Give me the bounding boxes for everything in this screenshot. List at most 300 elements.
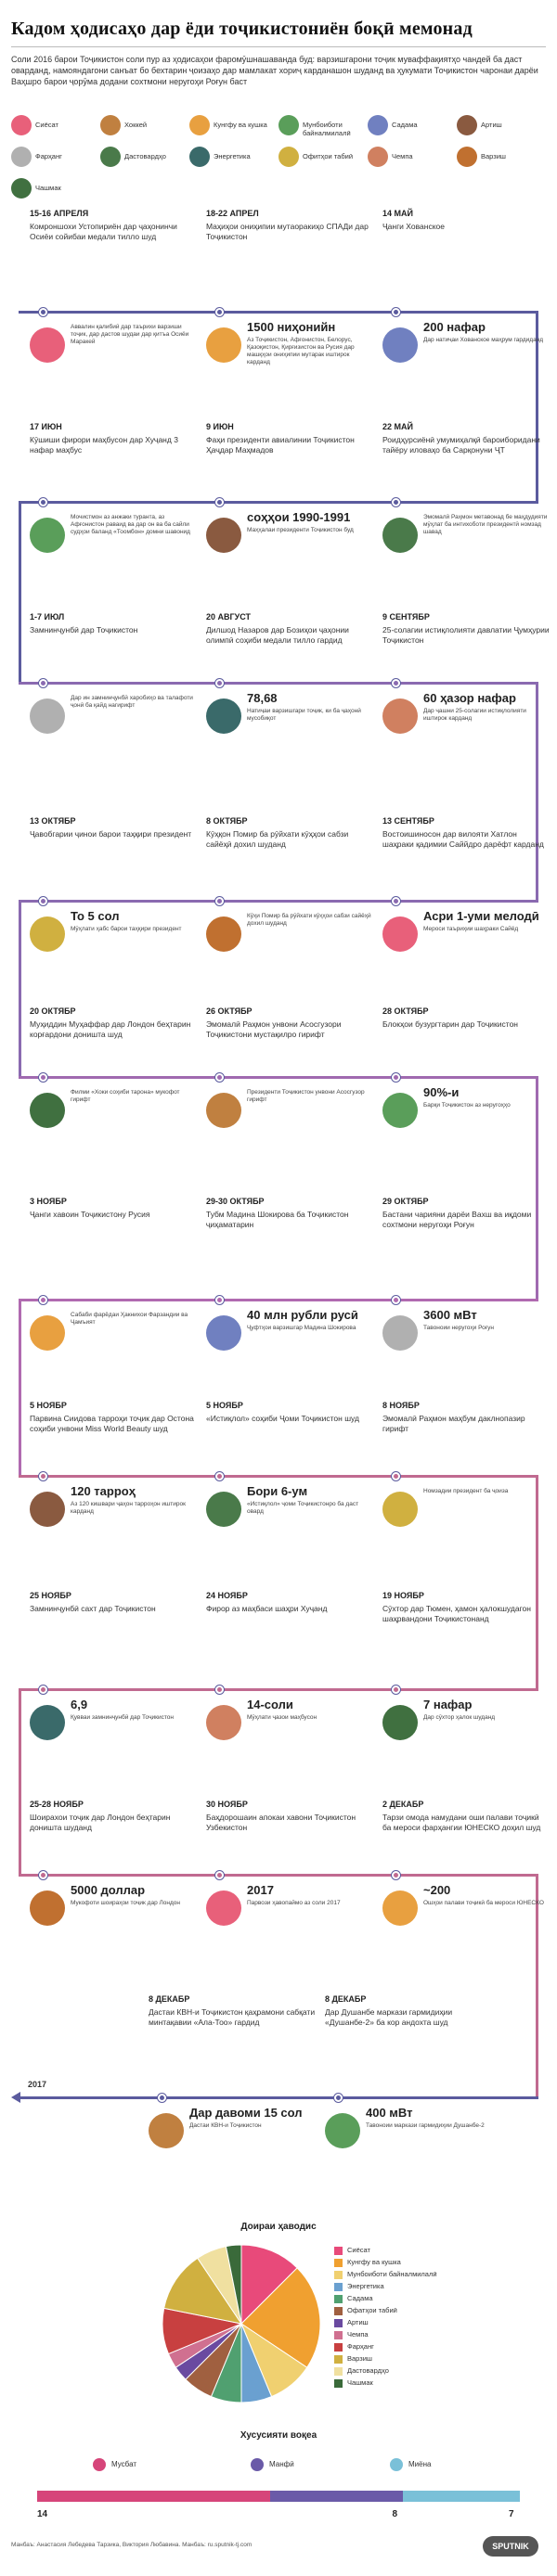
ball-icon: [30, 1890, 65, 1926]
timeline-event: [382, 1800, 550, 1833]
timeline-segment: [19, 311, 538, 314]
event-text: Тарзи омода намудани оши палави тоҷикӣ ба мероси фарҳангии ЮНЕСКО доҳил шуд: [382, 1813, 541, 1832]
timeline-event: [382, 1591, 550, 1624]
pie-legend-item: [334, 2269, 437, 2279]
event-text: Роидҳурсиёнӣ умумиҳалқӣ бароиборидани тайёру иловаҳо ба Сарқонуни ҶТ: [382, 435, 540, 455]
card-highlight: ~200: [423, 1883, 451, 1897]
pie-legend-item: [334, 2353, 372, 2364]
card-highlight: 14-соли: [247, 1698, 293, 1711]
event-card: [382, 1698, 550, 1762]
person-icon: [30, 1492, 65, 1527]
card-description: Парвози ҳавопаймо аз соли 2017: [247, 1900, 341, 1906]
timeline-event: [30, 209, 197, 242]
event-card: [206, 510, 373, 575]
timeline-segment: [19, 1475, 538, 1478]
stat-legend-item: [390, 2458, 431, 2471]
timeline-event: [30, 422, 197, 455]
fist-icon: [206, 327, 241, 363]
event-card: [30, 1883, 197, 1948]
event-text: Кӯшиши фирори маҳбусон дар Хуҷанд 3 нафар маҳбус: [30, 435, 178, 455]
event-date: 20 ОКТЯБР: [30, 1006, 76, 1016]
timeline-event: [30, 1401, 197, 1434]
pie-legend-label: Варзиш: [347, 2354, 372, 2363]
card-highlight: To 5 сол: [71, 909, 120, 923]
sputnik-logo: SPUTNIK: [483, 2536, 538, 2557]
timeline-event: [206, 1800, 373, 1833]
event-date: 30 НОЯБР: [206, 1800, 248, 1809]
pie-legend-label: Артиш: [347, 2318, 369, 2326]
card-description: Аз 120 кишвари ҷаҳон тарроҳон иштирок карданд: [71, 1501, 186, 1515]
pie-legend-label: Чемпа: [347, 2330, 369, 2339]
pie-legend-item: [334, 2293, 373, 2303]
timeline-dot: [392, 1472, 400, 1480]
timeline-segment: [19, 501, 538, 504]
timeline-dot: [392, 498, 400, 506]
event-text: Тубм Мадина Шокирова ба Тоҷикистон ҷиҳаматарин: [206, 1210, 349, 1229]
map-icon: [382, 1093, 418, 1128]
event-date: 9 СЕНТЯБР: [382, 612, 430, 622]
timeline-dot: [215, 1685, 224, 1694]
card-description: Тавоноии неругоҳи Роғун: [423, 1325, 494, 1331]
timeline-dot: [392, 1685, 400, 1694]
legend-swatch: [334, 2379, 343, 2388]
mask-icon: [30, 698, 65, 734]
event-date: 18-22 АПРЕЛ: [206, 209, 259, 218]
timeline-dot: [39, 498, 47, 506]
event-date: 29 ОКТЯБР: [382, 1197, 429, 1206]
timeline-segment: [19, 1299, 538, 1301]
legend-item-label: Фарҳанг: [35, 152, 62, 160]
timeline-dot: [392, 897, 400, 905]
card-highlight: 78,68: [247, 691, 278, 705]
timeline-event: [382, 816, 550, 850]
legend-item-label: Офитҳои табиӣ: [303, 152, 354, 160]
card-highlight: 2017: [247, 1883, 274, 1897]
pie-chart-title: Доираи ҳаводис: [240, 2222, 317, 2232]
card-description: Барқи Тоҷикистон аз неругоҳҳо: [423, 1102, 511, 1109]
timeline-event: [206, 1006, 373, 1040]
legend-swatch: [334, 2295, 343, 2303]
card-highlight: 400 мВт: [366, 2106, 413, 2120]
event-card: [382, 1308, 550, 1373]
event-date: 5 НОЯБР: [206, 1401, 243, 1410]
page-title: Кадом ҳодисаҳо дар ёди тоҷикистониён боқӣ мемонад: [11, 19, 473, 39]
timeline-event: [206, 1197, 373, 1230]
timeline-event: [30, 1800, 197, 1833]
event-date: 28 ОКТЯБР: [382, 1006, 429, 1016]
timeline-event: [206, 422, 373, 455]
stat-bar-segment: [37, 2491, 270, 2502]
event-card: [30, 1308, 197, 1373]
pie-legend-item: [334, 2305, 397, 2315]
event-card: [206, 1883, 373, 1948]
event-date: 25 НОЯБР: [30, 1591, 71, 1600]
card-description: Мӯҳлати ҷазои маҳбусон: [247, 1714, 317, 1721]
stat-bar-segment: [270, 2491, 403, 2502]
person-icon: [206, 518, 241, 553]
timeline-segment: [19, 1874, 538, 1877]
pie-legend-label: Кунгфу ва кушка: [347, 2258, 401, 2266]
timeline-connector: [19, 900, 21, 1079]
tower-icon: [206, 698, 241, 734]
event-date: 8 НОЯБР: [382, 1401, 420, 1410]
event-date: 24 НОЯБР: [206, 1591, 248, 1600]
timeline-segment: [19, 682, 538, 685]
stat-value: 14: [37, 2509, 48, 2519]
pie-legend-label: Энергетика: [347, 2282, 384, 2290]
event-date: 8 ДЕКАБР: [325, 1994, 367, 2004]
timeline-dot: [158, 2094, 166, 2102]
timeline-dot: [215, 679, 224, 687]
pie-legend-item: [334, 2281, 384, 2291]
event-card: [206, 1085, 373, 1150]
card-highlight: Бори 6-ум: [247, 1484, 308, 1498]
timeline-event: [325, 1994, 492, 2028]
card-description: Президенти Тоҷикистон унвони Асосгузор гирифт: [247, 1089, 365, 1103]
crash-icon: [382, 327, 418, 363]
timeline-event: [206, 1591, 373, 1614]
timeline-segment: [19, 900, 538, 903]
event-text: Парвина Сиидова тарроҳи тоҷик дар Остона соҳиби унвони Miss World Beauty шуд: [30, 1414, 194, 1433]
event-card: [382, 909, 550, 974]
event-date: 2 ДЕКАБР: [382, 1800, 424, 1809]
pie-legend-item: [334, 2329, 369, 2339]
pie-legend-item: [334, 2257, 401, 2267]
event-date: 17 ИЮН: [30, 422, 62, 431]
intro-paragraph: Соли 2016 барои Тоҷикистон соли пур аз ҳодисаҳои фаромӯшнашаванда буд: варзишгарони тоҷик муваффақиятҳо чандей ба даст оварданд, намояндагони санъат бо бехтарин ҷоизаҳо дар мамлакат хориҷ карданашон шуданд ва ҳукумати Тоҷикистон чаронаи дарёи Ваҳшро барои ҷорӯма додани сохтмони неругоҳи Роғун баст: [11, 55, 538, 86]
pie-legend-item: [334, 2245, 370, 2255]
event-card: [325, 2106, 492, 2171]
card-description: Қувваи замнинҷунбӣ дар Тоҷикистон: [71, 1714, 174, 1721]
card-description: Ҷуфтҳои варзишгар Мадина Шокирова: [247, 1325, 356, 1331]
pie-chart: [158, 2240, 325, 2407]
card-highlight: соҳҳои 1990-1991: [247, 510, 351, 524]
timeline-dot: [39, 679, 47, 687]
event-card: [30, 1484, 197, 1549]
timeline-event: [30, 1197, 197, 1220]
card-description: Натиҷаи варзишгари тоҷик, ки ба ҷаҳонӣ мусобиқот: [247, 708, 361, 722]
timeline-dot: [392, 308, 400, 316]
flag-icon: [30, 1093, 65, 1128]
timeline-connector: [19, 501, 21, 685]
legend-swatch: [334, 2259, 343, 2267]
event-date: 9 ИЮН: [206, 422, 234, 431]
event-card: [382, 320, 550, 385]
event-text: Эмомалӣ Раҳмон маҳбум даклнопазир гирифт: [382, 1414, 525, 1433]
event-card: [30, 510, 197, 575]
timeline-dot: [392, 1296, 400, 1304]
hockey-icon: [206, 1093, 241, 1128]
event-text: Блокҳои бузургтарин дар Тоҷикистон: [382, 1019, 518, 1029]
timeline-dot: [334, 2094, 343, 2102]
timeline-dot: [215, 1472, 224, 1480]
event-text: Сӯхтор дар Тюмен, ҳамон ҳалокшудагон шаҳрвандони Тоҷикистонанд: [382, 1604, 531, 1623]
card-highlight: Асри 1-уми мелодӣ: [423, 909, 539, 923]
event-date: 19 НОЯБР: [382, 1591, 424, 1600]
event-text: Дар Душанбе маркази гармидиҳии «Душанбе-2» ба кор андохта шуд: [325, 2007, 453, 2027]
event-text: Востоишиносон дар вилояти Хатлон шаҳраки қадимии Саййдро дарёфт карданд: [382, 829, 544, 849]
event-date: 13 ОКТЯБР: [30, 816, 76, 826]
pie-legend-item: [334, 2377, 373, 2388]
event-date: 26 ОКТЯБР: [206, 1006, 253, 1016]
card-highlight: 5000 доллар: [71, 1883, 146, 1897]
stat-label: Мусбат: [111, 2460, 136, 2469]
pie-legend-label: Фарҳанг: [347, 2342, 374, 2351]
event-text: Баҳдорошаин апокаи хавони Тоҷикистон Узбекистон: [206, 1813, 356, 1832]
podium-icon: [382, 916, 418, 952]
credit-text: Манбаъ: Анастасия Лебедева Тарзика, Виктория Любавина. Манбаъ: ru.sputnik-tj.com: [11, 2542, 253, 2548]
event-text: Замнинҷунбӣ дар Тоҷикистон: [30, 625, 138, 634]
timeline-dot: [392, 1871, 400, 1879]
card-highlight: 90%-и: [423, 1085, 460, 1099]
event-text: Комроншохи Устопириён дар ҷаҳонинчи Осиёи сойибаи медали тилло шуд: [30, 222, 177, 241]
card-description: Дар ин замнинҷунбӣ харобиҳо ва талафоти ҷонӣ ба қайд нагирифт: [71, 695, 193, 709]
card-highlight: 3600 мВт: [423, 1308, 477, 1322]
legend-item-label: Дастовардҳо: [124, 152, 166, 160]
timeline-dot: [215, 498, 224, 506]
timeline-dot: [392, 1073, 400, 1082]
event-card: [382, 1085, 550, 1150]
card-highlight: 6,9: [71, 1698, 88, 1711]
timeline-event: [149, 1994, 316, 2028]
year-label: 2017: [28, 2080, 47, 2089]
timeline-dot: [39, 1296, 47, 1304]
event-card: [382, 510, 550, 575]
event-card: [30, 320, 197, 385]
card-highlight: 1500 ниҳонийн: [247, 320, 336, 334]
card-description: Маҳҳалаи президенти Тоҷикистон буд: [247, 527, 354, 533]
stat-value: 8: [392, 2509, 398, 2519]
card-description: Дар натиҷаи Хованское маҳрум гардиданд: [423, 337, 544, 343]
event-text: Фаҳи президенти авиалинии Тоҷикистон Ҳаҷдар Маҳмадов: [206, 435, 355, 455]
card-description: Тавоноии маркази гармидиҳии Душанбе-2: [366, 2122, 485, 2129]
pie-legend-label: Садама: [347, 2294, 373, 2302]
card-description: Мукофоти шоираҳои тоҷик дар Лондон: [71, 1900, 180, 1906]
mask-icon: [382, 1315, 418, 1351]
legend-item-label: Садама: [392, 121, 418, 129]
card-description: Дар сӯхтор ҳалок шуданд: [423, 1714, 496, 1721]
stat-bar-segment: [403, 2491, 520, 2502]
card-highlight: 40 млн рубли русӣ: [247, 1308, 358, 1322]
event-date: 1-7 ИЮЛ: [30, 612, 65, 622]
hockey-icon: [149, 2113, 184, 2148]
timeline-event: [382, 1006, 550, 1030]
tower-icon: [30, 1705, 65, 1740]
card-description: Дастаи КВН-и Тоҷикистон: [189, 2122, 262, 2129]
pie-legend-label: Мунбоиботи байналмилалӣ: [347, 2270, 437, 2278]
event-text: Ҷанги хавоин Тоҷикистону Русия: [30, 1210, 150, 1219]
timeline-event: [382, 422, 550, 455]
map-icon: [325, 2113, 360, 2148]
event-text: Ҷанги Хованское: [382, 222, 445, 231]
card-description: «Истиқлол» ҷоми Тоҷикистонро ба даст овард: [247, 1501, 359, 1515]
ball-icon: [206, 916, 241, 952]
medal-icon: [206, 1492, 241, 1527]
timeline-event: [206, 209, 373, 242]
timeline-event: [30, 1591, 197, 1614]
event-text: Бастани чарияни дарёи Вахш ва иқдоми сохтмони неругоҳи Роғун: [382, 1210, 532, 1229]
timeline-dot: [39, 897, 47, 905]
card-description: Дар ҷашни 25-солагии истиқлолияти иштирок карданд: [423, 708, 526, 722]
legend-item-label: Сиёсат: [35, 121, 58, 129]
legend-swatch: [334, 2355, 343, 2364]
timeline-event: [382, 209, 550, 232]
event-card: [206, 320, 373, 385]
legend-item-label: Чемпа: [392, 152, 413, 160]
timeline-event: [206, 1401, 373, 1424]
stat-dot-icon: [251, 2458, 264, 2471]
podium-icon: [30, 327, 65, 363]
legend-item-label: Варзиш: [481, 152, 506, 160]
card-description: Мӯҳлати ҳабс барои таҳқири президент: [71, 926, 182, 932]
card-highlight: Дар давоми 15 сол: [189, 2106, 303, 2120]
card-highlight: 120 тарроҳ: [71, 1484, 136, 1498]
timeline-event: [382, 1197, 550, 1230]
pie-legend-item: [334, 2317, 369, 2327]
event-text: Фирор аз маҳбаси шаҳри Хуҷанд: [206, 1604, 328, 1613]
event-date: 8 ДЕКАБР: [149, 1994, 190, 2004]
event-card: [382, 691, 550, 756]
stat-dot-icon: [390, 2458, 403, 2471]
crash-icon: [206, 1315, 241, 1351]
flag-icon: [382, 1705, 418, 1740]
stat-legend-item: [93, 2458, 136, 2471]
event-card: [206, 909, 373, 974]
event-text: «Истиқлол» соҳиби Ҷоми Тоҷикистон шуд: [206, 1414, 359, 1423]
pie-legend-label: Офатҳои табиӣ: [347, 2306, 397, 2314]
event-date: 14 МАЙ: [382, 209, 413, 218]
stat-legend-item: [251, 2458, 294, 2471]
mask-icon: [382, 698, 418, 734]
event-text: Дастаи КВН-и Тоҷикистон қаҳрамони сабқати минтақавии «Ала-Тоо» гардид: [149, 2007, 316, 2027]
disaster-icon: [382, 1492, 418, 1527]
event-date: 8 ОКТЯБР: [206, 816, 248, 826]
legend-swatch: [334, 2343, 343, 2352]
event-date: 15-16 АПРЕЛЯ: [30, 209, 89, 218]
card-description: Номзадии президент ба ҷоиза: [423, 1488, 509, 1494]
event-text: 25-солагии истиқлолияти давлатии Ҷумҳурии Тоҷикистон: [382, 625, 550, 645]
event-text: Дилшод Назаров дар Бозиҳои ҷаҳонии олимпӣ соҳиби медали тилло гардид: [206, 625, 349, 645]
card-highlight: 60 ҳазор нафар: [423, 691, 516, 705]
timeline-event: [206, 612, 373, 646]
legend-swatch: [334, 2307, 343, 2315]
card-description: Эмомалӣ Раҳмон метавонад бе маҳдудияти мӯҳлат ба интихоботи президентӣ номзад шавад: [423, 514, 548, 535]
podium-icon: [206, 1890, 241, 1926]
pie-legend-label: Чашмак: [347, 2378, 373, 2387]
card-description: Кӯҳи Помир ба рӯйхати кӯҳҳои сабзи сайёҳӣ дохил шуданд: [247, 913, 371, 927]
event-card: [30, 1085, 197, 1150]
stat-dot-icon: [93, 2458, 106, 2471]
pie-legend-label: Дастовардҳо: [347, 2366, 389, 2375]
legend-item-label: Артиш: [481, 121, 502, 129]
event-card: [30, 691, 197, 756]
event-date: 3 НОЯБР: [30, 1197, 67, 1206]
legend-swatch: [334, 2271, 343, 2279]
stats-title: Хусусияти воқеа: [240, 2430, 317, 2441]
event-date: 22 МАЙ: [382, 422, 413, 431]
legend-swatch: [334, 2319, 343, 2327]
timeline-event: [206, 816, 373, 850]
timeline-dot: [215, 308, 224, 316]
card-description: Ошҳои палави тоҷикӣ ба мероси ЮНЕСКО: [423, 1900, 544, 1906]
card-highlight: 7 нафар: [423, 1698, 473, 1711]
timeline-segment: [19, 1076, 538, 1079]
card-description: Аввалин қалибиӣ дар таърихи варзиши тоҷик, дар дастов шудаи дар қитъа Осиёи Маракей: [71, 324, 189, 345]
timeline-connector: [19, 1688, 21, 1877]
legend-item-label: Кунгфу ва кушка: [214, 121, 267, 129]
event-card: [206, 691, 373, 756]
timeline-dot: [215, 897, 224, 905]
event-card: [206, 1698, 373, 1762]
fist-icon: [382, 1890, 418, 1926]
timeline-arrow-icon: [11, 2092, 20, 2103]
disaster-icon: [30, 916, 65, 952]
timeline-event: [382, 612, 550, 646]
event-card: [206, 1308, 373, 1373]
timeline-event: [382, 1401, 550, 1434]
timeline-dot: [215, 1871, 224, 1879]
event-text: Кӯҳқон Помир ба рӯйхати кӯҳҳои сабзи сайёҳӣ дохил шуданд: [206, 829, 349, 849]
pie-legend-item: [334, 2341, 374, 2352]
legend-item-label: Мунбоиботи байналмилалӣ: [303, 121, 351, 137]
card-description: Сабаби фарёдаи Ҳакнихои Фарзандии ва Ҷамъият: [71, 1312, 188, 1326]
legend-swatch: [334, 2283, 343, 2291]
stat-value: 7: [509, 2509, 514, 2519]
event-date: 5 НОЯБР: [30, 1401, 67, 1410]
stat-label: Миёна: [408, 2460, 432, 2469]
event-text: Шоирахои тоҷик дар Лондон беҳтарин доништа шуданд: [30, 1813, 171, 1832]
card-description: Аз Тоҷикистон, Афғонистон, Белорус, Қазоқистон, Қирғизистон ва Русия дар машқҳои ониҳипии мутарак иштирок карданд: [247, 337, 355, 365]
legend-item-label: Энергетика: [214, 152, 251, 160]
card-highlight: 200 нафар: [423, 320, 486, 334]
card-description: Мочистмон аз анжаки туранта, аз Афғонистон раваид ва дар он ва ба сайли судҳои баланд «Тоомбон» домни шавонид: [71, 514, 190, 535]
timeline-dot: [215, 1296, 224, 1304]
legend-swatch: [334, 2331, 343, 2339]
timeline-dot: [39, 1073, 47, 1082]
legend-swatch: [334, 2367, 343, 2376]
timeline-connector: [19, 1299, 21, 1478]
event-text: Замнинҷунбӣ сахт дар Тоҷикистон: [30, 1604, 156, 1613]
timeline-segment: [19, 2096, 538, 2099]
map-icon: [30, 518, 65, 553]
event-card: [149, 2106, 316, 2171]
event-card: [382, 1883, 550, 1948]
card-description: Филми «Хоки соҳиби тарона» мукофот гирифт: [71, 1089, 180, 1103]
timeline-dot: [39, 308, 47, 316]
timeline-segment: [19, 1688, 538, 1691]
event-card: [30, 1698, 197, 1762]
event-card: [30, 909, 197, 974]
event-date: 29-30 ОКТЯБР: [206, 1197, 265, 1206]
legend-swatch: [334, 2247, 343, 2255]
event-text: Муҳиддин Муҳаффар дар Лондон беҳтарин корғардони доништа шуд: [30, 1019, 191, 1039]
timeline-dot: [39, 1685, 47, 1694]
timeline-event: [30, 816, 197, 839]
legend-item-label: Хоккей: [124, 121, 148, 129]
event-date: 13 СЕНТЯБР: [382, 816, 434, 826]
timeline-dot: [39, 1472, 47, 1480]
fist-icon: [30, 1315, 65, 1351]
medal-icon: [382, 518, 418, 553]
timeline-dot: [39, 1871, 47, 1879]
event-text: Маҳиҳои ониҳипии мутаоракиҳо СПАДи дар Тоҷикистон: [206, 222, 369, 241]
card-description: Мероси таъриҳии шаҳраки Сайёд: [423, 926, 519, 932]
event-card: [206, 1484, 373, 1549]
event-text: Ҷавобгарии ҷинои барои таҳқири президент: [30, 829, 192, 839]
timeline-dot: [392, 679, 400, 687]
pie-legend-label: Сиёсат: [347, 2246, 370, 2254]
timeline-event: [30, 612, 197, 635]
